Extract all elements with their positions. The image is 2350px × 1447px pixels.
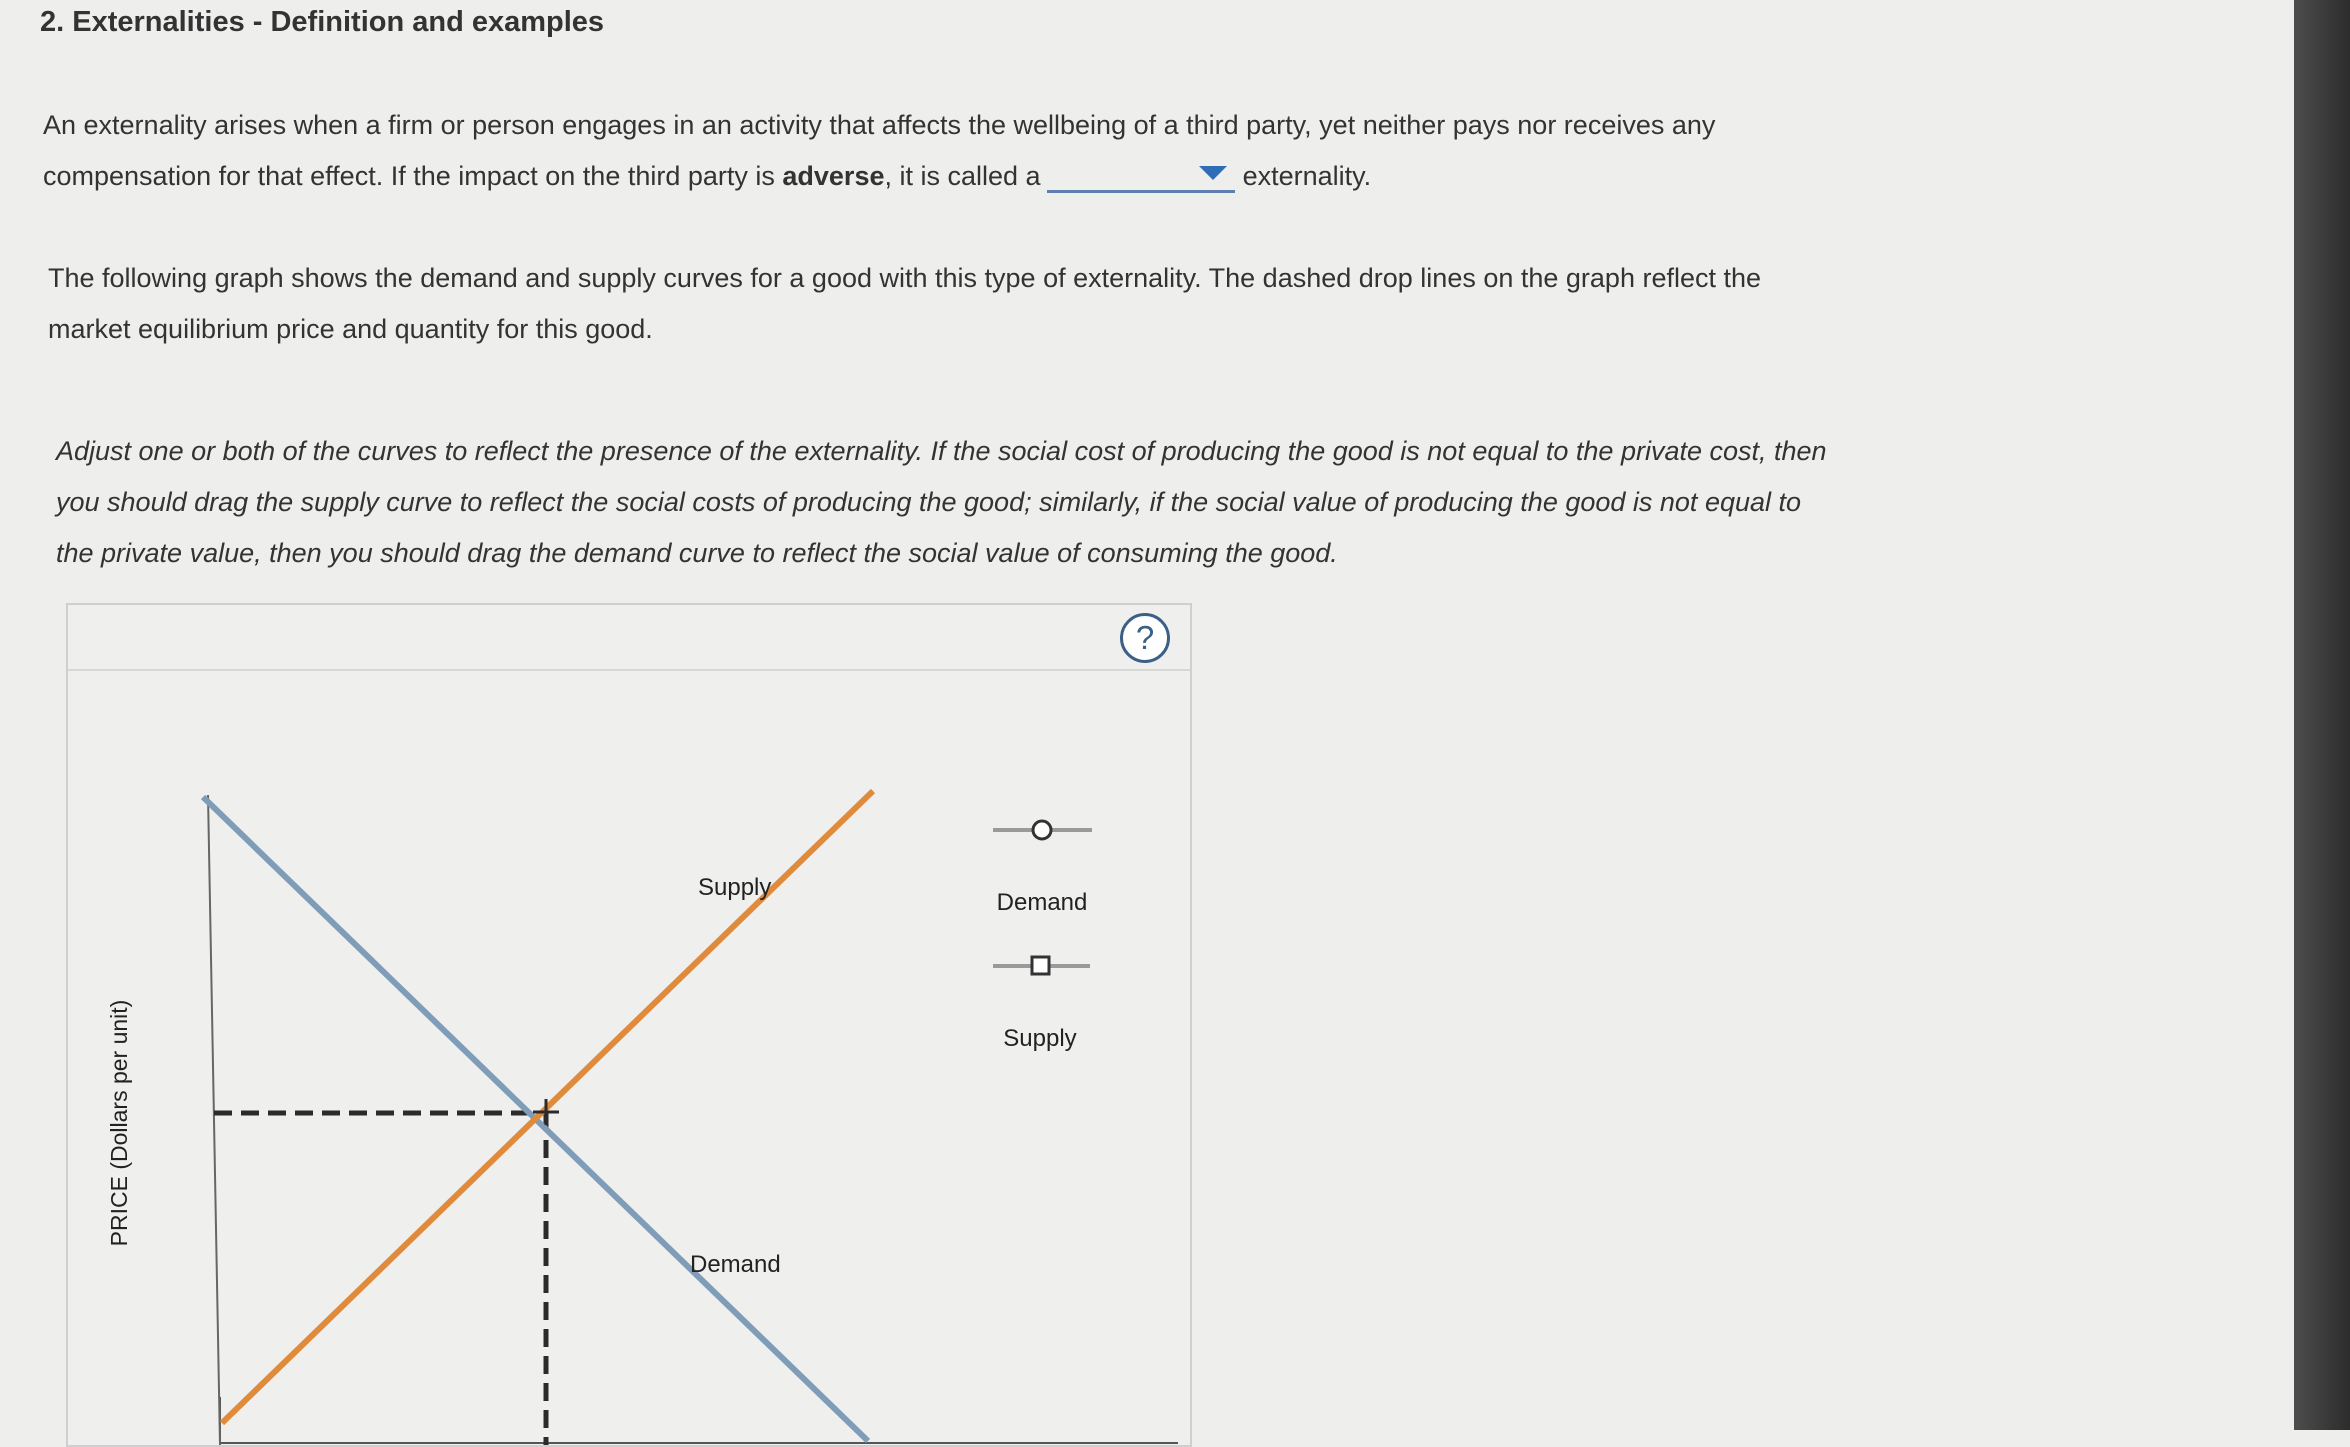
y-axis-label: PRICE (Dollars per unit): [106, 999, 132, 1247]
intro-text-after: externality.: [1242, 161, 1372, 191]
square-handle-icon[interactable]: [1032, 957, 1049, 974]
instructions-paragraph: [56, 426, 1827, 579]
intro-paragraph: [43, 100, 1715, 202]
instructions-line-3: the private value, then you should drag the demand curve to reflect the social value of consuming the good.: [56, 538, 1338, 568]
graph-description-line-1: The following graph shows the demand and supply curves for a good with this type of externality. The dashed drop lines on the graph reflect the: [48, 263, 1762, 293]
graph-description-paragraph: [48, 253, 1761, 355]
legend-supply-label: Supply: [1003, 1025, 1077, 1052]
intro-text-before: compensation for that effect. If the impact on the third party is: [43, 161, 783, 191]
externality-type-dropdown[interactable]: [1047, 156, 1235, 193]
demand-curve-label: Demand: [690, 1251, 781, 1278]
instructions-line-2: you should drag the supply curve to reflect the social costs of producing the good; similarly, if the social value of producing the good is not equal to: [56, 487, 1802, 517]
help-icon[interactable]: ?: [1120, 613, 1170, 663]
y-axis-line: [208, 795, 220, 1445]
legend-demand-label: Demand: [996, 889, 1088, 916]
instructions-line-1: Adjust one or both of the curves to reflect the presence of the externality. If the social cost of producing the good is not equal to the private cost, then: [56, 436, 1827, 466]
intro-line-1: An externality arises when a firm or person engages in an activity that affects the wellbeing of a third party, yet neither pays nor receives any: [43, 110, 1716, 140]
question-heading: 2. Externalities - Definition and examples: [40, 6, 605, 38]
graph-panel: [66, 603, 1192, 1447]
intro-text-mid: , it is called a: [884, 161, 1041, 191]
monitor-bezel: [2294, 0, 2350, 1430]
circle-handle-icon[interactable]: [1033, 821, 1051, 839]
legend-supply-tool[interactable]: [993, 957, 1090, 974]
supply-demand-graph: [68, 605, 1190, 1445]
supply-curve-label: Supply: [698, 874, 772, 901]
dropdown-arrow-icon[interactable]: [1199, 166, 1227, 180]
legend-demand-tool[interactable]: [993, 821, 1092, 839]
graph-description-line-2: market equilibrium price and quantity for this good.: [48, 314, 653, 344]
intro-line-2: [43, 151, 1715, 202]
adverse-keyword: adverse: [782, 161, 885, 191]
